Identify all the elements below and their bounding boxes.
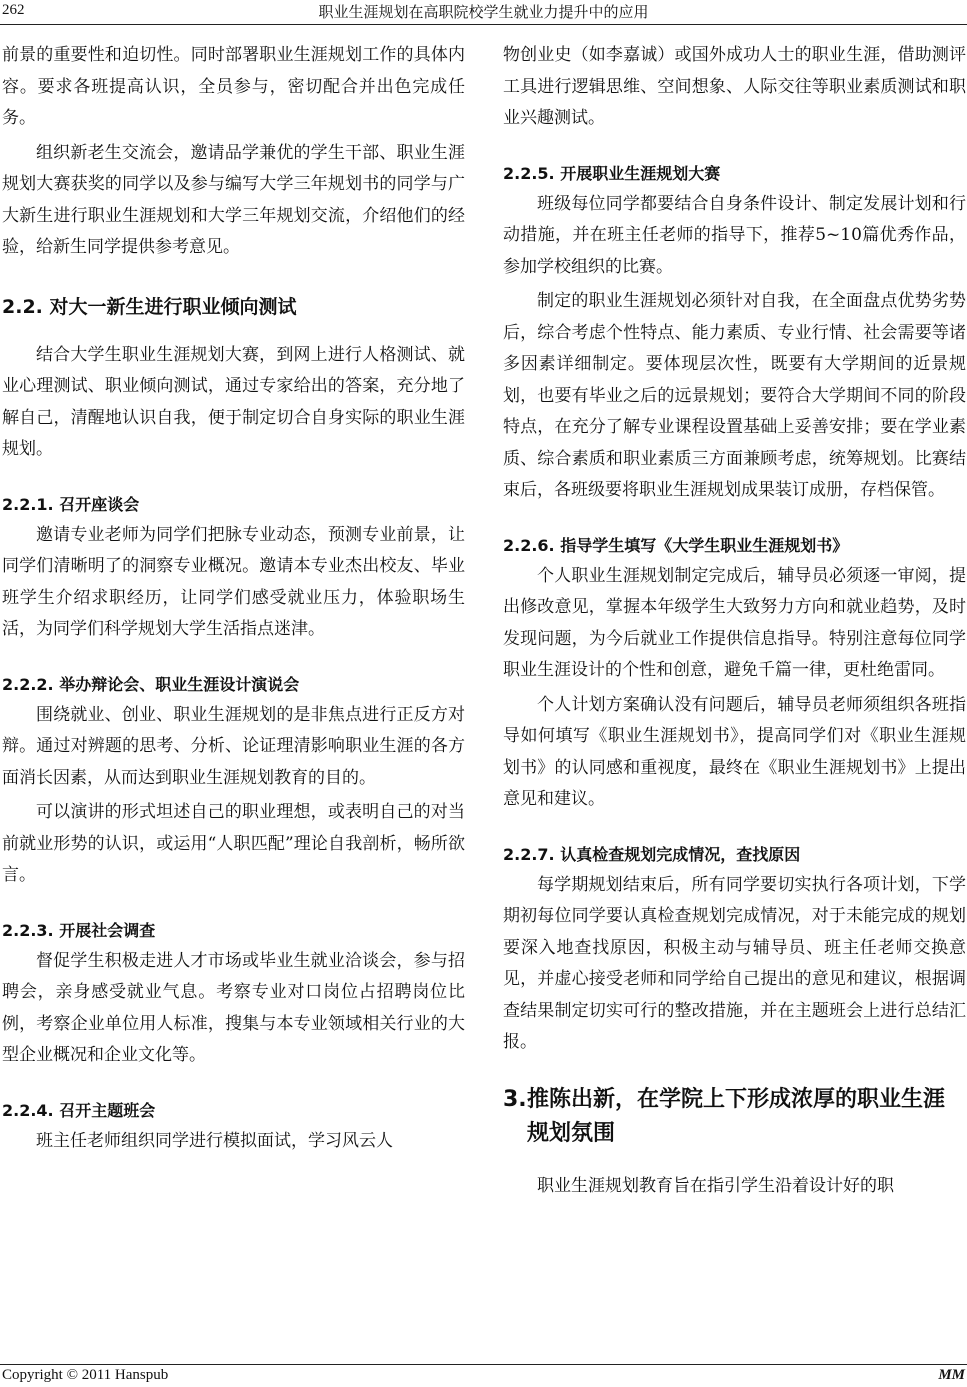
- paragraph: 物创业史（如李嘉诚）或国外成功人士的职业生涯，借助测评工具进行逻辑思维、空间想象、人际交往等职业素质测试和职业兴趣测试。: [503, 45, 966, 128]
- journal-abbreviation: MM: [938, 1367, 965, 1383]
- paragraph: 结合大学生职业生涯规划大赛，到网上进行人格测试、就业心理测试、职业倾向测试，通过专家给出的答案，充分地了解自己，清醒地认识自我，便于制定切合自身实际的职业生涯规划。: [2, 344, 465, 459]
- right-column: [503, 40, 966, 1202]
- paragraph: 可以演讲的形式坦述自己的职业理想，或表明自己的对当前就业形势的认识，或运用“人职匹配”理论自我剖析，畅所欲言。: [2, 802, 465, 885]
- section-heading-2-2-6: 2.2.6. 指导学生填写《大学生职业生涯规划书》: [503, 535, 849, 555]
- section-heading-2-2-4: 2.2.4. 召开主题班会: [2, 1100, 156, 1120]
- paragraph: 邀请专业老师为同学们把脉专业动态，预测专业前景，让同学们清晰明了的洞察专业概况。邀请本专业杰出校友、毕业班学生介绍求职经历，让同学们感受就业压力，体验职场生活，为同学们科学规划大学生活指点迷津。: [2, 524, 465, 639]
- page-number: 262: [2, 2, 25, 18]
- copyright-notice: Copyright © 2011 Hanspub: [2, 1367, 169, 1383]
- section-number: 3.: [503, 1086, 527, 1112]
- page-header: [0, 0, 967, 25]
- section-heading-2-2-2: 2.2.2. 举办辩论会、职业生涯设计演说会: [2, 674, 300, 694]
- left-column: [2, 40, 465, 1157]
- paragraph: 前景的重要性和迫切性。同时部署职业生涯规划工作的具体内容。要求各班提高认识，全员参与，密切配合并出色完成任务。: [2, 45, 465, 128]
- section-heading-2-2-7: 2.2.7. 认真检查规划完成情况，查找原因: [503, 844, 801, 864]
- paragraph: 制定的职业生涯规划必须针对自我，在全面盘点优势劣势后，综合考虑个性特点、能力素质、专业行情、社会需要等诸多因素详细制定。要体现层次性，既要有大学期间的近景规划，也要有毕业之后的远景规划；要符合大学期间不同的阶段特点，在充分了解专业课程设置基础上妥善安排；要在学业素质、综合素质和职业素质三方面兼顾考虑，统筹规划。比赛结束后，各班级要将职业生涯规划成果装订成册，存档保管。: [503, 291, 966, 500]
- paragraph: 围绕就业、创业、职业生涯规划的是非焦点进行正反方对辩。通过对辨题的思考、分析、论证理清影响职业生涯的各方面消长因素，从而达到职业生涯规划教育的目的。: [2, 704, 465, 788]
- section-heading-2-2: 2.2. 对大一新生进行职业倾向测试: [2, 295, 297, 318]
- section-heading-2-2-3: 2.2.3. 开展社会调查: [2, 920, 156, 940]
- paragraph: 职业生涯规划教育旨在指引学生沿着设计好的职: [537, 1175, 894, 1196]
- paragraph: 个人职业生涯规划制定完成后，辅导员必须逐一审阅，提出修改意见，掌握本年级学生大致努力方向和就业趋势，及时发现问题，为今后就业工作提供信息指导。特别注意每位同学职业生涯设计的个性和创意，避免千篇一律，更杜绝雷同。: [503, 565, 966, 680]
- paragraph: 班级每位同学都要结合自身条件设计、制定发展计划和行动措施，并在班主任老师的指导下，推荐5~10篇优秀作品，参加学校组织的比赛。: [503, 193, 966, 277]
- section-heading-3: [503, 1083, 966, 1151]
- page-footer: [0, 1364, 967, 1387]
- section-heading-2-2-5: 2.2.5. 开展职业生涯规划大赛: [503, 163, 721, 183]
- paragraph: 班主任老师组织同学进行模拟面试，学习风云人: [36, 1130, 393, 1151]
- paragraph: 督促学生积极走进人才市场或毕业生就业洽谈会，参与招聘会，亲身感受就业气息。考察专业对口岗位占招聘岗位比例，考察企业单位用人标准，搜集与本专业领域相关行业的大型企业概况和企业文化等。: [2, 950, 465, 1065]
- section-title: 推陈出新，在学院上下形成浓厚的职业生涯规划氛围: [527, 1086, 946, 1146]
- paragraph: 个人计划方案确认没有问题后，辅导员老师须组织各班指导如何填写《职业生涯规划书》，提高同学们对《职业生涯规划书》的认同感和重视度，最终在《职业生涯规划书》上提出意见和建议。: [503, 694, 966, 809]
- paragraph: 每学期规划结束后，所有同学要切实执行各项计划，下学期初每位同学要认真检查规划完成情况，对于未能完成的规划要深入地查找原因，积极主动与辅导员、班主任老师交换意见，并虚心接受老师和同学给自己提出的意见和建议，根据调查结果制定切实可行的整改措施，并在主题班会上进行总结汇报。: [503, 874, 966, 1052]
- section-heading-2-2-1: 2.2.1. 召开座谈会: [2, 494, 140, 514]
- running-title: 职业生涯规划在高职院校学生就业力提升中的应用: [318, 3, 649, 21]
- paragraph: 组织新老生交流会，邀请品学兼优的学生干部、职业生涯规划大赛获奖的同学以及参与编写大学三年规划书的同学与广大新生进行职业生涯规划和大学三年规划交流，介绍他们的经验，给新生同学提供参考意见。: [2, 142, 465, 257]
